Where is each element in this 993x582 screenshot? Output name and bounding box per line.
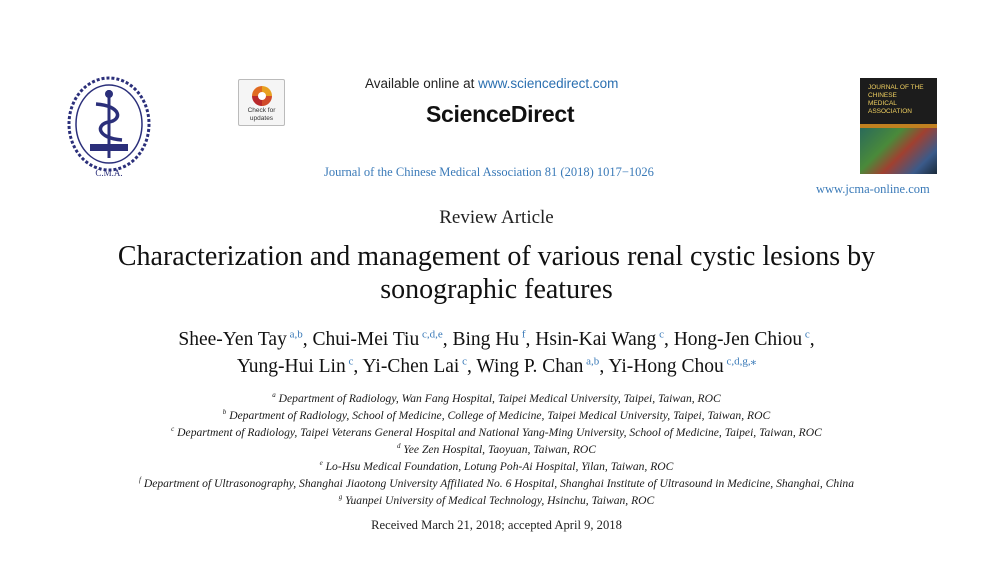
author-affiliation-marker[interactable]: c: [459, 355, 467, 368]
society-logo: [66, 76, 152, 180]
affiliation-marker: g: [338, 493, 343, 502]
author-separator: ,: [525, 329, 536, 350]
author-separator: ,: [442, 329, 453, 350]
cover-title-3: MEDICAL: [868, 100, 897, 107]
author-name[interactable]: Hong-Jen Chiou: [673, 329, 803, 350]
affiliation-item: [0, 441, 993, 458]
author-separator: ,: [353, 356, 363, 377]
author-affiliation-marker[interactable]: c: [656, 328, 664, 341]
authors-line-2: [0, 353, 993, 380]
check-line-2: updates: [249, 114, 274, 122]
article-type: Review Article: [439, 207, 554, 228]
journal-site-link[interactable]: www.jcma-online.com: [816, 182, 930, 196]
affiliation-marker: e: [319, 459, 323, 468]
author-name[interactable]: Shee-Yen Tay: [178, 329, 287, 350]
author-name[interactable]: Wing P. Chan: [476, 356, 584, 377]
title-line-1: Characterization and management of various renal cystic lesions by: [117, 241, 876, 272]
affiliation-marker: c: [171, 425, 175, 434]
author-separator: ,: [663, 329, 674, 350]
cover-title-4: ASSOCIATION: [868, 108, 912, 115]
affiliation-text: Department of Radiology, Taipei Veterans General Hospital and National Yang-Ming University, School of Medicine, Taipei, Taiwan, ROC: [174, 426, 822, 439]
author-separator: ,: [467, 356, 477, 377]
affiliation-text: Yuanpei University of Medical Technology, Hsinchu, Taiwan, ROC: [342, 494, 655, 507]
author-affiliation-marker[interactable]: a,b: [583, 355, 600, 368]
affiliation-text: Department of Radiology, School of Medicine, College of Medicine, Taipei Medical University, Taipei, Taiwan, ROC: [226, 409, 771, 422]
author-separator: ,: [302, 329, 313, 350]
journal-cover: [860, 78, 937, 174]
received-dates: Received March 21, 2018; accepted April 9, 2018: [371, 518, 622, 532]
affiliation-text: Yee Zen Hospital, Taoyuan, Taiwan, ROC: [400, 443, 597, 456]
affiliation-marker: a: [272, 391, 276, 400]
cover-title-1: JOURNAL OF THE: [868, 84, 924, 91]
author-name[interactable]: Chui-Mei Tiu: [312, 329, 420, 350]
author-separator: ,: [599, 356, 609, 377]
author-affiliation-marker[interactable]: c,d,g,⁎: [723, 355, 757, 368]
affiliation-item: [0, 475, 993, 492]
author-name[interactable]: Bing Hu: [452, 329, 520, 350]
article-title: [0, 240, 993, 306]
author-affiliation-marker[interactable]: f: [519, 328, 526, 341]
logo-caption: C.M.A.: [95, 168, 123, 178]
cover-title-2: CHINESE: [868, 92, 897, 99]
affiliation-text: Lo-Hsu Medical Foundation, Lotung Poh-Ai Hospital, Yilan, Taiwan, ROC: [322, 460, 674, 473]
check-line-1: Check for: [247, 107, 276, 114]
affiliation-marker: f: [138, 476, 141, 485]
affiliation-item: [0, 424, 993, 441]
author-list: [0, 326, 993, 380]
affiliation-text: Department of Ultrasonography, Shanghai Jiaotong University Affiliated No. 6 Hospital, Shanghai Institute of Ultrasound in Medicine, Shanghai, China: [140, 477, 855, 490]
affiliation-text: Department of Radiology, Wan Fang Hospital, Taipei Medical University, Taipei, Taiwan, ROC: [275, 392, 721, 405]
affiliation-item: [0, 458, 993, 475]
affiliation-item: [0, 390, 993, 407]
affiliation-item: [0, 407, 993, 424]
sciencedirect-wordmark: ScienceDirect: [426, 101, 575, 127]
author-affiliation-marker[interactable]: a,b: [286, 328, 303, 341]
author-name[interactable]: Yi-Hong Chou: [608, 356, 724, 377]
author-name[interactable]: Yung-Hui Lin: [236, 356, 346, 377]
affiliation-item: [0, 492, 993, 509]
available-prefix: Available online at: [365, 76, 479, 91]
journal-reference[interactable]: Journal of the Chinese Medical Association 81 (2018) 1017−1026: [324, 165, 654, 179]
author-affiliation-marker[interactable]: c,d,e: [419, 328, 443, 341]
author-affiliation-marker[interactable]: c: [345, 355, 354, 368]
available-online: [365, 76, 618, 91]
author-name[interactable]: Hsin-Kai Wang: [535, 329, 657, 350]
affiliation-marker: d: [396, 442, 401, 451]
author-affiliation-marker[interactable]: c: [802, 328, 810, 341]
cover-image: [860, 128, 937, 174]
title-line-2: sonographic features: [380, 274, 613, 305]
check-for-updates-badge[interactable]: [238, 79, 285, 126]
authors-line-1: [0, 326, 993, 353]
affiliations: [0, 390, 993, 509]
crossmark-icon: [250, 84, 274, 108]
author-name[interactable]: Yi-Chen Lai: [362, 356, 460, 377]
affiliation-marker: b: [222, 408, 227, 417]
sciencedirect-link[interactable]: www.sciencedirect.com: [478, 76, 619, 91]
author-separator: ,: [809, 329, 815, 350]
